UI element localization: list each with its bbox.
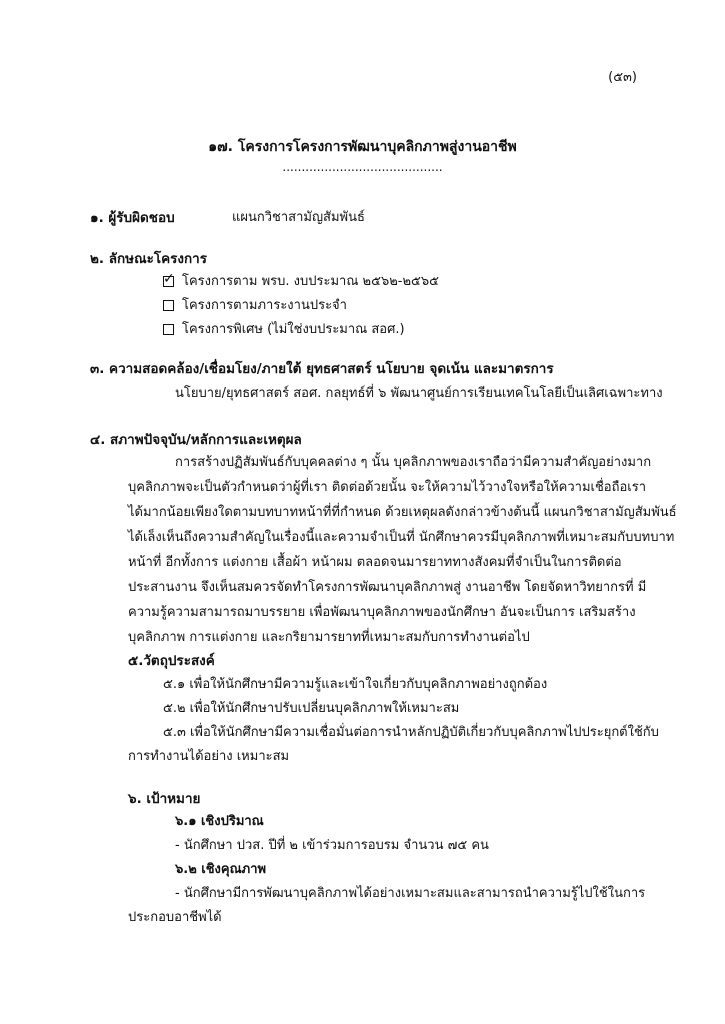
title-underline-dots: .......................................... (282, 160, 443, 174)
section-3-label: ๓. ความสอดคล้อง/เชื่อมโยง/ภายใต้ ยุทธศาสตร์ นโยบาย จุดเน้น และมาตรการ (90, 361, 554, 377)
option-row-2 (163, 294, 347, 315)
s4-line-3: ได้มากน้อยเพียงใดตามบทบาทหน้าที่ที่กำหนด ด้วยเหตุผลดังกล่าวข้างต้นนี้ แผนกวิชาสามัญสัมพันธ์ (128, 505, 677, 520)
option-row-3 (163, 318, 405, 339)
section-1-value: แผนกวิชาสามัญสัมพันธ์ (232, 210, 365, 225)
option-text: โครงการพิเศษ (ไม่ใช่งบประมาณ สอศ.) (182, 322, 405, 337)
quantity-label: ๖.๑ เชิงปริมาณ (175, 814, 264, 829)
quality-text-cont: ประกอบอาชีพได้ (128, 910, 222, 925)
s4-line-7: ความรู้ความสามารถมาบรรยาย เพื่อพัฒนาบุคลิกภาพของนักศึกษา อันจะเป็นการ เสริมสร้าง (128, 605, 636, 620)
s4-line-1: การสร้างปฏิสัมพันธ์กับบุคคลต่าง ๆ นั้น บุคลิกภาพของเราถือว่ามีความสำคัญอย่างมาก (175, 455, 652, 470)
checkbox-checked-icon (163, 276, 174, 287)
document-title: ๑๗. โครงการโครงการพัฒนาบุคลิกภาพสู่งานอาชีพ (208, 139, 517, 155)
checkbox-empty-icon (163, 324, 174, 335)
objective-item-3-cont: การทำงานได้อย่าง เหมาะสม (128, 749, 290, 764)
option-text: โครงการตามภาระงานประจำ (182, 298, 347, 313)
s4-line-8: บุคลิกภาพ การแต่งกาย และกริยามารยาทที่เหมาะสมกับการทำงานต่อไป (128, 630, 530, 645)
section-3-text: นโยบาย/ยุทธศาสตร์ สอศ. กลยุทธ์ที่ ๖ พัฒนาศูนย์การเรียนเทคโนโลยีเป็นเลิศเฉพาะทาง (175, 386, 663, 401)
section-5-label: ๕.วัตถุประสงค์ (128, 653, 215, 669)
quality-label: ๖.๒ เชิงคุณภาพ (175, 862, 267, 877)
section-4-label: ๔. สภาพปัจจุบัน/หลักการและเหตุผล (90, 432, 302, 448)
page-number: (๕๓) (608, 70, 637, 85)
s4-line-4: ได้เล็งเห็นถึงความสำคัญในเรื่องนี้และความจำเป็นที่ นักศึกษาควรมีบุคลิกภาพที่เหมาะสมกับบทบาท (128, 530, 675, 545)
option-row-1 (163, 270, 439, 291)
s4-line-6: ประสานงาน จึงเห็นสมควรจัดทำโครงการพัฒนาบุคลิกภาพสู่ งานอาชีพ โดยจัดหาวิทยากรที่ มี (128, 580, 647, 595)
checkbox-empty-icon (163, 300, 174, 311)
objective-item-2: ๕.๒ เพื่อให้นักศึกษาปรับเปลี่ยนบุคลิกภาพให้เหมาะสม (163, 701, 460, 716)
s4-line-5: หน้าที่ อีกทั้งการ แต่งกาย เสื้อผ้า หน้าผม ตลอดจนมารยาททางสังคมที่จำเป็นในการติดต่อ (128, 555, 622, 570)
objective-item-1: ๕.๑ เพื่อให้นักศึกษามีความรู้และเข้าใจเกี่ยวกับบุคลิกภาพอย่างถูกต้อง (163, 677, 548, 692)
quantity-text: - นักศึกษา ปวส. ปีที่ ๒ เข้าร่วมการอบรม จำนวน ๗๕ คน (175, 838, 489, 853)
s4-line-2: บุคลิกภาพจะเป็นตัวกำหนดว่าผู้ที่เรา ติดต่อด้วยนั้น จะให้ความไว้วางใจหรือให้ความเชื่อถือเรา (128, 480, 647, 495)
section-6-label: ๖. เป้าหมาย (128, 791, 201, 807)
section-2-label: ๒. ลักษณะโครงการ (90, 251, 207, 267)
quality-text: - นักศึกษามีการพัฒนาบุคลิกภาพได้อย่างเหมาะสมและสามารถนำความรู้ไปใช้ในการ (175, 886, 646, 901)
section-1-label: ๑. ผู้รับผิดชอบ (90, 210, 175, 226)
objective-item-3: ๕.๓ เพื่อให้นักศึกษามีความเชื่อมั่นต่อการนำหลักปฏิบัติเกี่ยวกับบุคลิกภาพไปประยุกต์ใช้กับ (163, 725, 659, 740)
option-text: โครงการตาม พรบ. งบประมาณ ๒๕๖๒-๒๕๖๕ (182, 274, 439, 289)
